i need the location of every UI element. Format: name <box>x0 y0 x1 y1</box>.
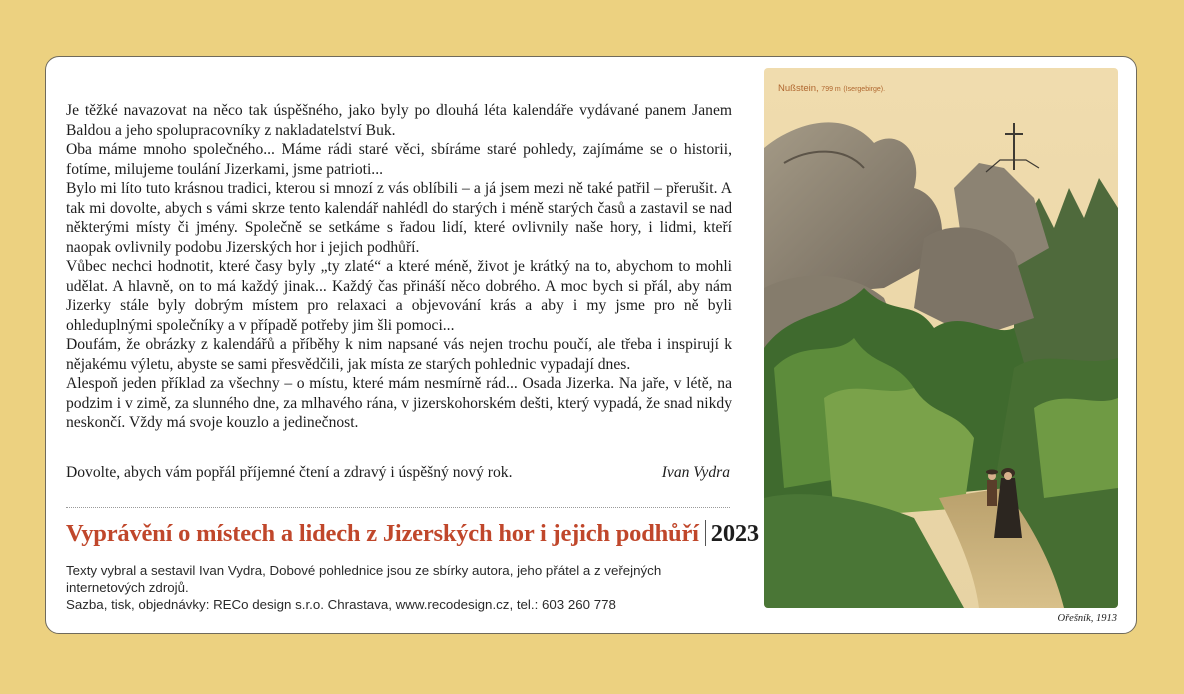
paragraph: Je těžké navazovat na něco tak úspěšného, jako byly po dlouhá léta kalendáře vydávané panem Janem Baldou a jeho spolupracovníky z nakladatelství Buk. <box>66 102 732 139</box>
postcard-illustration <box>764 68 1118 608</box>
calendar-year: 2023 <box>710 520 759 547</box>
calendar-title-text: Vyprávění o místech a lidech z Jizerských hor i jejich podhůří <box>66 520 699 547</box>
postcard-caption: Ořešník, 1913 <box>1057 613 1117 624</box>
paragraph: Doufám, že obrázky z kalendářů a příběhy k nim napsané vás nejen trochu poučí, ale třeba i inspirují k nějakému výletu, abyste se sami přesvědčili, jak místa ze starých pohlednic vypadají dnes. <box>66 336 732 373</box>
paragraph: Vůbec nechci hodnotit, které časy byly „ty zlaté“ a které méně, život je krátký na to, abychom to mohli udělat. A hlavně, on to má každý jinak... Každý čas přináší něco dobrého. A moc bych si přál, aby nám Jizerky stále byly dobrým místem pro relaxaci a objevování krás a aby i my jsme pro ně byli ohleduplnými společníky a v případě potřeby jim šli pomoci... <box>66 258 732 334</box>
credits-authors: Texty vybral a sestavil Ivan Vydra, Dobové pohlednice jsou ze sbírky autora, jeho přátel a z veřejných internetových zdrojů. <box>66 563 662 595</box>
author-signature: Ivan Vydra <box>661 464 730 481</box>
paragraph: Alespoň jeden příklad za všechny – o místu, které mám nesmírně rád... Osada Jizerka. Na jaře, v létě, na podzim i v zimě, za slunného dne, za mlhavého rána, v jizerskohorském dešti, který vypadá, že snad nikdy neskončí. Vždy má svoje kouzlo a jedinečnost. <box>66 375 732 431</box>
closing-text: Dovolte, abych vám popřál příjemné čtení a zdravý i úspěšný nový rok. <box>66 464 513 481</box>
letter-text <box>66 101 732 433</box>
title-separator <box>705 520 706 546</box>
calendar-title <box>66 520 759 554</box>
postcard-printed-title: Nußstein, 799 m (Isergebirge). <box>778 83 886 94</box>
vintage-postcard-image <box>764 68 1118 608</box>
paragraph: Oba máme mnoho společného... Máme rádi staré věci, sbíráme staré pohledy, zajímáme se o historii, fotíme, milujeme toulání Jizerkami, jsme patrioti... <box>66 141 732 178</box>
credits <box>66 562 726 613</box>
closing-line <box>66 464 730 482</box>
paragraph: Bylo mi líto tuto krásnou tradici, kterou si mnozí z vás oblíbili – a já jsem mezi ně také patřil – přerušit. A tak mi dovolte, abych s vámi skrze tento kalendář nahlédl do starých i méně starých časů a zastavil se nad některými místy či jmény. Společně se setkáme s řadou lidí, které ovlivnily naše hory, i lidmi, kteří naopak ovlivnily podobu Jizerských hor i jejich podhůří. <box>66 180 732 256</box>
dotted-divider <box>66 507 730 508</box>
credits-publisher: Sazba, tisk, objednávky: RECo design s.r.o. Chrastava, www.recodesign.cz, tel.: 603 260 778 <box>66 597 616 612</box>
